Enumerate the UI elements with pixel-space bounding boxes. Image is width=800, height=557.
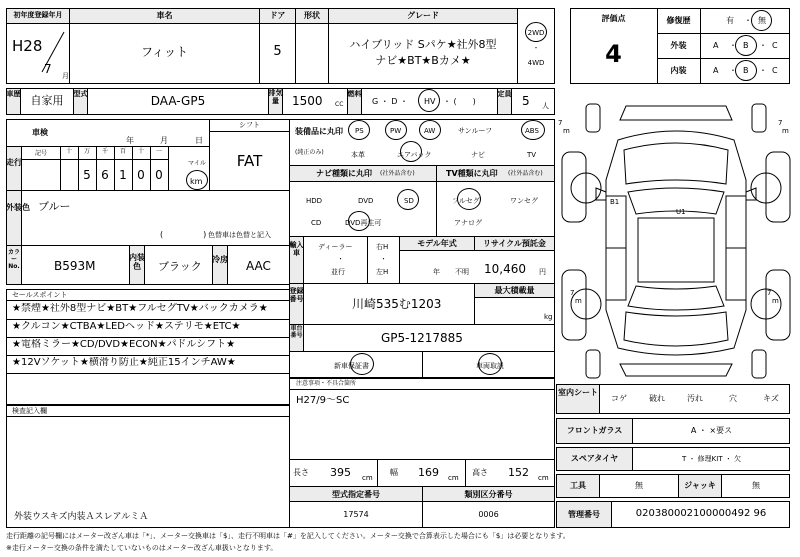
import-label: 輸入車 bbox=[289, 241, 304, 258]
ac-header bbox=[212, 245, 228, 285]
navi-sub: (社外品含む) bbox=[380, 170, 415, 177]
seat-item: キズ bbox=[763, 394, 779, 403]
int-c: C bbox=[772, 66, 778, 75]
width-unit: cm bbox=[448, 474, 459, 482]
ext-b: B bbox=[743, 41, 749, 50]
tools-value: 無 bbox=[635, 481, 643, 490]
equip-pw: PW bbox=[390, 127, 402, 135]
height-unit: cm bbox=[538, 474, 549, 482]
tv-title: TV種類に丸印 bbox=[446, 169, 498, 178]
tools-label: 工具 bbox=[570, 481, 586, 490]
bracket-br-m: m bbox=[772, 297, 779, 305]
seat-item: コゲ bbox=[611, 394, 627, 403]
grade-label: グレード bbox=[407, 11, 439, 20]
car-name-label: 車名 bbox=[156, 11, 173, 20]
circle-km bbox=[186, 170, 208, 190]
ext-color-note: 色替車は色替と記入 bbox=[208, 231, 271, 239]
repair-dot: ・ bbox=[744, 16, 752, 25]
model-year-label: モデル年式 bbox=[417, 239, 457, 248]
door-label: ドア bbox=[269, 11, 286, 20]
interior-color: ブラック bbox=[158, 260, 202, 273]
navi-dvd-play: DVD再生可 bbox=[345, 219, 382, 227]
model: DAA-GP5 bbox=[150, 94, 206, 108]
bracket-tl-m: m bbox=[563, 127, 570, 135]
reg-month-unit: 月 bbox=[62, 72, 69, 80]
spare-value: T ・ 修理KIT ・ 欠 bbox=[681, 455, 742, 463]
unit-mile: マイル bbox=[188, 160, 206, 167]
equip-abs: ABS bbox=[525, 127, 539, 135]
ext-color-value: ブルー bbox=[38, 200, 71, 213]
registration-label: 登録番号 bbox=[289, 287, 304, 304]
equip-navi: ナビ bbox=[471, 151, 485, 159]
circle-int-b bbox=[735, 60, 757, 81]
inspection-label: 車検 bbox=[32, 128, 48, 137]
management-value: 020380002100000492 96 bbox=[635, 508, 767, 519]
notes-label: 注意事項・不具合箇所 bbox=[296, 380, 357, 387]
inspector-bottom: 外装ウスキズ内装ＡスレアルミＡ bbox=[14, 512, 149, 522]
model-year-unit: 年 bbox=[433, 268, 440, 276]
drive-4wd: 4WD bbox=[527, 59, 545, 67]
displacement: 1500 bbox=[292, 94, 323, 108]
recycle-label: リサイクル預託金 bbox=[483, 239, 546, 248]
mileage-digit-label: 十 bbox=[65, 148, 72, 155]
model-year-unknown: 不明 bbox=[455, 268, 469, 276]
capacity-label: 定員 bbox=[497, 90, 512, 98]
score-label: 評価点 bbox=[601, 14, 626, 23]
drive-dot: ・ bbox=[532, 44, 540, 52]
circle-abs bbox=[521, 120, 545, 140]
circle-ext-b bbox=[735, 35, 757, 56]
notes-value: H27/9〜SC bbox=[296, 395, 350, 406]
mileage-digit-label: 百 bbox=[119, 148, 126, 155]
sales-point-line: ★12Vソケット★横滑り防止★純正15インチAW★ bbox=[12, 357, 236, 368]
navi-title: ナビ種類に丸印 bbox=[316, 169, 372, 178]
inspection-day-unit: 日 bbox=[195, 136, 203, 145]
doc-manual: 車両取説 bbox=[476, 362, 504, 370]
inspection-year-unit: 年 bbox=[126, 136, 134, 145]
bracket-tr-m: m bbox=[782, 127, 789, 135]
navi-sd: SD bbox=[404, 197, 414, 205]
unit-km: km bbox=[190, 177, 203, 186]
bracket-tl: 7 bbox=[558, 119, 563, 127]
ext-color-label: 外装色 bbox=[6, 203, 30, 212]
circle-manual bbox=[478, 353, 502, 375]
max-load-kg: kg bbox=[544, 313, 553, 321]
displacement-label: 排気量 bbox=[268, 89, 283, 106]
navi-hdd: HDD bbox=[306, 197, 323, 205]
score-value: 4 bbox=[605, 40, 622, 68]
mileage-label: 走行 bbox=[6, 158, 22, 167]
inspector-cell bbox=[6, 405, 290, 528]
equip-airbag: エアバック bbox=[397, 151, 432, 159]
mileage-digit: 5 bbox=[83, 168, 91, 182]
interior-seat-label: 室内シート bbox=[558, 388, 598, 397]
class-value: 0006 bbox=[478, 510, 499, 519]
doc-new-warranty: 新車保証書 bbox=[334, 362, 369, 370]
import-dot2: ・ bbox=[380, 255, 387, 263]
mileage-digit-label: 一 bbox=[155, 148, 162, 155]
bracket-bl-m: m bbox=[575, 297, 582, 305]
fuel-options: G ・ D ・ bbox=[372, 97, 408, 106]
mileage-header bbox=[6, 146, 22, 191]
height-label: 高さ bbox=[472, 468, 488, 477]
class-label: 類別区分番号 bbox=[464, 490, 513, 499]
capacity-unit: 人 bbox=[542, 102, 549, 110]
tv-analog: アナログ bbox=[454, 219, 482, 227]
navi-dvd: DVD bbox=[358, 197, 374, 205]
mileage-digit: 1 bbox=[119, 168, 127, 182]
circle-2wd bbox=[525, 22, 547, 42]
bracket-bl: 7 bbox=[570, 289, 575, 297]
equip-ps: PS bbox=[355, 127, 364, 135]
circle-ps bbox=[348, 120, 370, 140]
repair-yes: 有 bbox=[726, 16, 734, 25]
seat-item: 穴 bbox=[729, 394, 737, 403]
car-diagram bbox=[556, 100, 796, 380]
seat-item: 破れ bbox=[649, 394, 665, 403]
usage-label: 車歴 bbox=[6, 90, 21, 98]
tv-oneseg: ワンセグ bbox=[510, 197, 538, 205]
int-b: B bbox=[743, 66, 749, 75]
type-value: 17574 bbox=[343, 510, 369, 519]
mileage-digit-label: 万 bbox=[83, 148, 90, 155]
grade-line2: ナビ★BT★Bカメ★ bbox=[375, 54, 471, 67]
tv-fullseg: フルセグ bbox=[452, 197, 480, 205]
ac-value: AAC bbox=[246, 259, 271, 273]
ext-color-header bbox=[6, 190, 30, 246]
circle-warranty bbox=[350, 353, 374, 375]
int-a: A bbox=[713, 66, 719, 75]
equip-sunroof: サンルーフ bbox=[458, 127, 493, 135]
reg-year: H28 bbox=[12, 37, 43, 55]
fuel-label: 燃料 bbox=[347, 90, 362, 98]
mileage-col-line bbox=[168, 146, 169, 191]
sales-point-line: ★禁煙★社外8型ナビ★BT★フルセグTV★バックカメラ★ bbox=[12, 303, 268, 314]
sales-point-line: ★電格ミラー★CD/DVD★ECON★パドルシフト★ bbox=[12, 339, 236, 350]
fuel-paren: ・ ( ) bbox=[443, 97, 476, 106]
circle-dvd-play bbox=[348, 211, 370, 231]
management-label: 管理番号 bbox=[568, 510, 600, 519]
width-value: 169 bbox=[418, 466, 439, 479]
shift-label: シフト bbox=[239, 121, 260, 129]
int-dot2: ・ bbox=[759, 66, 767, 75]
circle-hv bbox=[418, 89, 440, 112]
seat-item: 汚れ bbox=[687, 394, 703, 403]
interior-grade-label: 内装 bbox=[670, 66, 687, 75]
jack-value: 無 bbox=[752, 481, 760, 490]
mileage-digit: 0 bbox=[155, 168, 163, 182]
windshield-label: フロントガラス bbox=[566, 426, 623, 435]
reg-month: 7 bbox=[44, 62, 52, 76]
type-label: 型式指定番号 bbox=[332, 490, 380, 499]
recycle-value: 10,460 bbox=[484, 262, 526, 276]
equip-tv: TV bbox=[527, 151, 537, 159]
height-value: 152 bbox=[508, 466, 529, 479]
tv-sub: (社外品含む) bbox=[508, 170, 543, 177]
shape-label: 形状 bbox=[304, 11, 320, 20]
doors: 5 bbox=[273, 44, 282, 59]
bracket-tr: 7 bbox=[778, 119, 783, 127]
shift-value: FAT bbox=[236, 152, 263, 170]
registration-value: 川崎535む1203 bbox=[352, 297, 442, 311]
mark-b1: B1 bbox=[610, 198, 620, 206]
chassis-value: GP5-1217885 bbox=[381, 331, 463, 345]
import-right: 右H bbox=[376, 243, 389, 251]
import-dealer: ディーラー bbox=[318, 243, 353, 251]
circle-pw bbox=[385, 120, 407, 140]
mileage-digit-label: 千 bbox=[101, 148, 108, 155]
jack-label: ジャッキ bbox=[684, 481, 716, 490]
max-load-label: 最大積載量 bbox=[494, 286, 535, 295]
notes-cell bbox=[289, 378, 555, 460]
inspection-month-unit: 月 bbox=[160, 136, 168, 145]
ext-c: C bbox=[772, 41, 778, 50]
bracket-br: 7 bbox=[767, 289, 772, 297]
mileage-header-line bbox=[22, 159, 168, 160]
grade-line1: ハイブリッド Sパケ★社外8型 bbox=[349, 38, 497, 51]
drive-2wd: 2WD bbox=[527, 29, 545, 37]
sales-points-label: セールスポイント bbox=[12, 291, 68, 299]
color-no-value: B593M bbox=[54, 259, 96, 273]
mileage-digit: 0 bbox=[137, 168, 145, 182]
repair-no: 無 bbox=[758, 16, 766, 25]
mileage-digit: 6 bbox=[101, 168, 109, 182]
equip-leather: 本革 bbox=[351, 151, 365, 159]
circle-airbag bbox=[400, 141, 422, 162]
mark-u1: U1 bbox=[676, 208, 686, 216]
mileage-record-label: 記号 bbox=[34, 150, 47, 157]
interior-color-label: 内装色 bbox=[129, 253, 145, 272]
car-name: フィット bbox=[140, 45, 189, 59]
chassis-label: 車台番号 bbox=[290, 325, 303, 339]
ext-dot2: ・ bbox=[759, 41, 767, 50]
footer-line1: 走行距離の記号欄にはメーター改ざん車は「*」、メーター交換車は「$」、走行不明車は「#」を記入してください。メーター交換で合算表示した場合にも「$」は必要となります。 bbox=[6, 532, 570, 540]
capacity: 5 bbox=[522, 94, 530, 108]
fuel-hv: HV bbox=[424, 97, 436, 106]
usage: 自家用 bbox=[30, 94, 64, 107]
inspector-label: 検査記入欄 bbox=[12, 407, 47, 415]
width-label: 幅 bbox=[390, 468, 398, 477]
import-dot: ・ bbox=[337, 255, 344, 263]
circle-repair-no bbox=[751, 10, 772, 31]
ext-dot1: ・ bbox=[729, 41, 737, 50]
spare-label: スペアタイヤ bbox=[570, 454, 619, 463]
circle-aw bbox=[419, 120, 441, 140]
equip-aw: AW bbox=[424, 127, 436, 135]
length-unit: cm bbox=[362, 474, 373, 482]
int-dot1: ・ bbox=[729, 66, 737, 75]
circle-fullseg bbox=[457, 188, 481, 210]
ext-color-paren: ( ) bbox=[160, 230, 207, 239]
ext-a: A bbox=[713, 41, 719, 50]
mileage-digit-label: 十 bbox=[137, 148, 144, 155]
repair-label: 修復歴 bbox=[666, 16, 691, 25]
recycle-unit: 円 bbox=[539, 268, 546, 276]
equipment-title: 装備品に丸印 bbox=[295, 127, 343, 136]
model-label: 型式 bbox=[73, 90, 88, 98]
ac-label: 冷房 bbox=[212, 255, 228, 264]
length-label: 長さ bbox=[293, 468, 309, 477]
exterior-grade-label: 外装 bbox=[670, 41, 687, 50]
windshield-value: A ・ ×要ス bbox=[690, 426, 733, 435]
cc-unit: CC bbox=[335, 101, 344, 108]
navi-cd: CD bbox=[311, 219, 322, 227]
first-reg-label: 初年度登録年月 bbox=[13, 11, 63, 19]
reg-slash bbox=[38, 28, 68, 78]
footer-line2: ※走行メーター交換の条件を満たしていないものはメーター改ざん車扱いとなります。 bbox=[6, 544, 278, 552]
import-parallel: 並行 bbox=[331, 268, 345, 276]
sales-point-line: ★クルコン★CTBA★LEDヘッド★ステリモ★ETC★ bbox=[12, 321, 241, 332]
color-no-label: カラーNo. bbox=[7, 249, 20, 270]
circle-sd bbox=[397, 189, 419, 210]
equipment-sub: (純正のみ) bbox=[295, 149, 324, 156]
import-left: 左H bbox=[376, 268, 389, 276]
length-value: 395 bbox=[330, 466, 351, 479]
